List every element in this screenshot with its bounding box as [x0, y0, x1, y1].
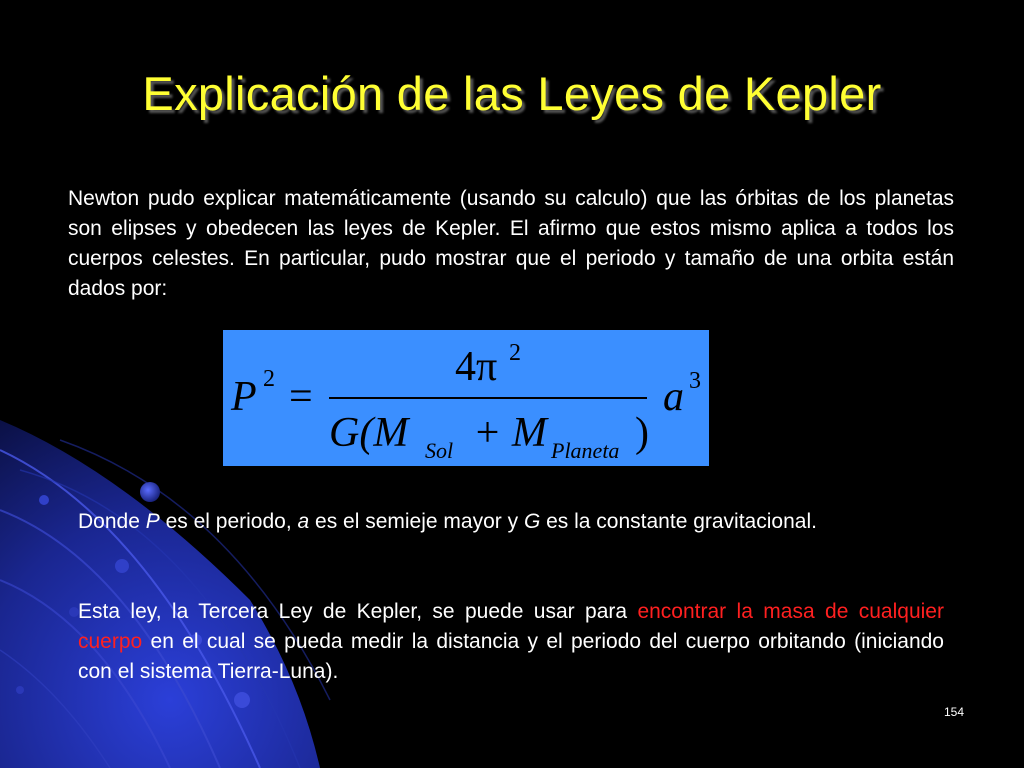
var-p: P — [145, 510, 160, 533]
highlighted-text: encontrar la masa de cualquier cuerpo — [78, 600, 944, 653]
formula-period-symbol: P — [231, 374, 257, 420]
formula-close-paren: ) — [635, 410, 649, 456]
formula-semimajor-exponent: 3 — [689, 368, 701, 394]
formula-numerator: 4π — [455, 344, 498, 390]
formula-subscript-planeta: Planeta — [551, 438, 620, 463]
formula-denominator-g: G(M — [329, 410, 409, 456]
var-g: G — [523, 510, 541, 533]
formula-period-exponent: 2 — [263, 366, 275, 392]
usage-paragraph: Esta ley, la Tercera Ley de Kepler, se puede usar para encontrar la masa de cualquier cuerpo en el cual se pueda medir la distancia y el periodo del cuerpo orbitando (iniciando con el sistema Tierra-Luna). — [78, 600, 944, 683]
formula-plus-m: + M — [473, 410, 547, 456]
formula-equals: = — [289, 374, 313, 420]
formula-numerator-exponent: 2 — [509, 340, 521, 366]
page-number: 154 — [943, 705, 964, 719]
kepler-formula — [223, 330, 709, 466]
var-a: a — [297, 510, 310, 533]
formula-subscript-sol: Sol — [425, 438, 454, 463]
slide-title: Explicación de las Leyes de Kepler — [142, 67, 882, 120]
intro-paragraph: Newton pudo explicar matemáticamente (usando su calculo) que las órbitas de los planetas son elipses y obedecen las leyes de Kepler. El afirmo que estos mismo aplica a todos los cuerpos celestes. En particular, pudo mostrar que el periodo y tamaño de una orbita están dados por: — [68, 187, 954, 300]
formula-semimajor-symbol: a — [663, 374, 684, 420]
formula-box — [223, 330, 709, 466]
definition-paragraph: Donde P es el periodo, a es el semieje mayor y G es la constante gravitacional. — [78, 510, 817, 533]
